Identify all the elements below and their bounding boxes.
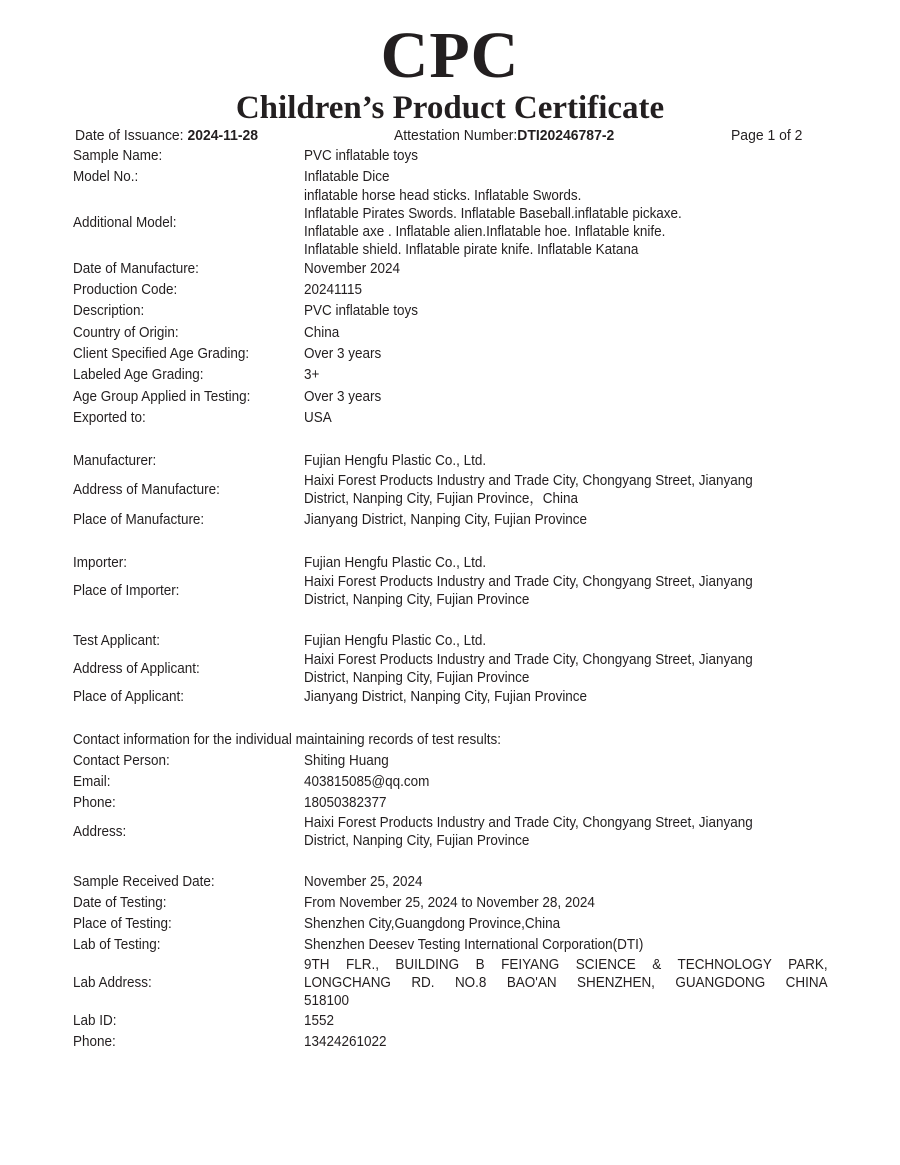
field-value: 1552 [304, 1013, 335, 1029]
issuance-date-label: Date of Issuance: [75, 127, 188, 144]
field-label: Address: [73, 824, 127, 840]
field-label: Date of Manufacture: [73, 261, 199, 277]
field-value: From November 25, 2024 to November 28, 2024 [304, 895, 595, 911]
value-line: 518100 [304, 993, 350, 1009]
field-label: Importer: [73, 555, 127, 571]
value-line: Inflatable shield. Inflatable pirate knife. Inflatable Katana [304, 242, 639, 258]
field-value: 403815085@qq.com [304, 774, 430, 790]
field-label: Lab Address: [73, 975, 152, 991]
issuance-date-value: 2024-11-28 [187, 127, 259, 144]
field-value: PVC inflatable toys [304, 303, 418, 319]
field-label: Email: [73, 774, 111, 790]
field-label: Phone: [73, 795, 116, 811]
field-label: Place of Testing: [73, 916, 172, 932]
field-label: Lab ID: [73, 1013, 117, 1029]
field-value: Inflatable Dice [304, 169, 390, 185]
value-line: Haixi Forest Products Industry and Trade City, Chongyang Street, Jianyang [304, 815, 753, 831]
field-label: Contact Person: [73, 753, 170, 769]
field-value: November 2024 [304, 261, 400, 277]
field-value: Jianyang District, Nanping City, Fujian Province [304, 689, 588, 705]
field-label: Additional Model: [73, 215, 177, 231]
field-label: Place of Manufacture: [73, 512, 205, 528]
field-value [304, 651, 829, 687]
field-label: Manufacturer: [73, 453, 157, 469]
field-value: PVC inflatable toys [304, 148, 418, 164]
value-line: Haixi Forest Products Industry and Trade City, Chongyang Street, Jianyang [304, 473, 753, 489]
document-title: CPC [380, 19, 520, 92]
value-line: District, Nanping City, Fujian Province [304, 592, 530, 608]
field-label: Age Group Applied in Testing: [73, 389, 251, 405]
field-value: 3+ [304, 367, 320, 383]
attestation-number-value: DTI20246787-2 [517, 127, 615, 144]
issuance-date [75, 126, 258, 145]
field-label: Description: [73, 303, 145, 319]
field-label: Labeled Age Grading: [73, 367, 204, 383]
field-value: Fujian Hengfu Plastic Co., Ltd. [304, 453, 487, 469]
page-indicator: Page 1 of 2 [731, 127, 803, 144]
field-label: Test Applicant: [73, 633, 160, 649]
attestation-number-label: Attestation Number: [394, 127, 518, 144]
field-label: Lab of Testing: [73, 937, 161, 953]
field-value: 13424261022 [304, 1034, 387, 1050]
value-line: Haixi Forest Products Industry and Trade City, Chongyang Street, Jianyang [304, 652, 753, 668]
field-label: Sample Name: [73, 148, 163, 164]
value-line: District, Nanping City, Fujian Province，China [304, 491, 579, 507]
field-label: Address of Applicant: [73, 661, 200, 677]
field-value: China [304, 325, 340, 341]
field-label: Client Specified Age Grading: [73, 346, 250, 362]
field-label: Exported to: [73, 410, 146, 426]
value-line: inflatable horse head sticks. Inflatable Swords. [304, 188, 582, 204]
field-value [304, 573, 829, 609]
field-label: Production Code: [73, 282, 178, 298]
field-label: Model No.: [73, 169, 139, 185]
field-value: Shenzhen City,Guangdong Province,China [304, 916, 561, 932]
field-value: Shiting Huang [304, 753, 389, 769]
field-value: 18050382377 [304, 795, 387, 811]
value-line: District, Nanping City, Fujian Province [304, 670, 530, 686]
value-line: Inflatable axe . Inflatable alien.Inflatable hoe. Inflatable knife. [304, 224, 666, 240]
field-value: Shenzhen Deesev Testing International Corporation(DTI) [304, 937, 644, 953]
value-line: Haixi Forest Products Industry and Trade City, Chongyang Street, Jianyang [304, 574, 753, 590]
attestation-number [394, 126, 614, 145]
field-value: 20241115 [304, 282, 363, 298]
field-value [304, 187, 829, 259]
field-value: USA [304, 410, 332, 426]
value-line: Inflatable Pirates Swords. Inflatable Baseball.inflatable pickaxe. [304, 206, 682, 222]
contact-intro-text: Contact information for the individual maintaining records of test results: [73, 732, 501, 748]
field-value: Over 3 years [304, 346, 382, 362]
field-value [304, 814, 829, 850]
field-value [304, 472, 829, 508]
field-label: Phone: [73, 1034, 116, 1050]
field-label: Address of Manufacture: [73, 482, 220, 498]
field-value: Jianyang District, Nanping City, Fujian Province [304, 512, 588, 528]
value-line: LONGCHANG RD. NO.8 BAO'AN SHENZHEN, GUANGDONG CHINA [304, 975, 828, 991]
value-line: District, Nanping City, Fujian Province [304, 833, 530, 849]
field-label: Place of Importer: [73, 583, 180, 599]
field-value: November 25, 2024 [304, 874, 423, 890]
field-value: Fujian Hengfu Plastic Co., Ltd. [304, 633, 487, 649]
field-label: Country of Origin: [73, 325, 179, 341]
field-value: Fujian Hengfu Plastic Co., Ltd. [304, 555, 487, 571]
field-value: Over 3 years [304, 389, 382, 405]
field-label: Date of Testing: [73, 895, 167, 911]
value-line: 9TH FLR., BUILDING B FEIYANG SCIENCE & TECHNOLOGY PARK, [304, 957, 828, 973]
document-subtitle: Children’s Product Certificate [235, 90, 665, 126]
field-label: Sample Received Date: [73, 874, 215, 890]
field-label: Place of Applicant: [73, 689, 184, 705]
field-value [304, 956, 828, 1010]
